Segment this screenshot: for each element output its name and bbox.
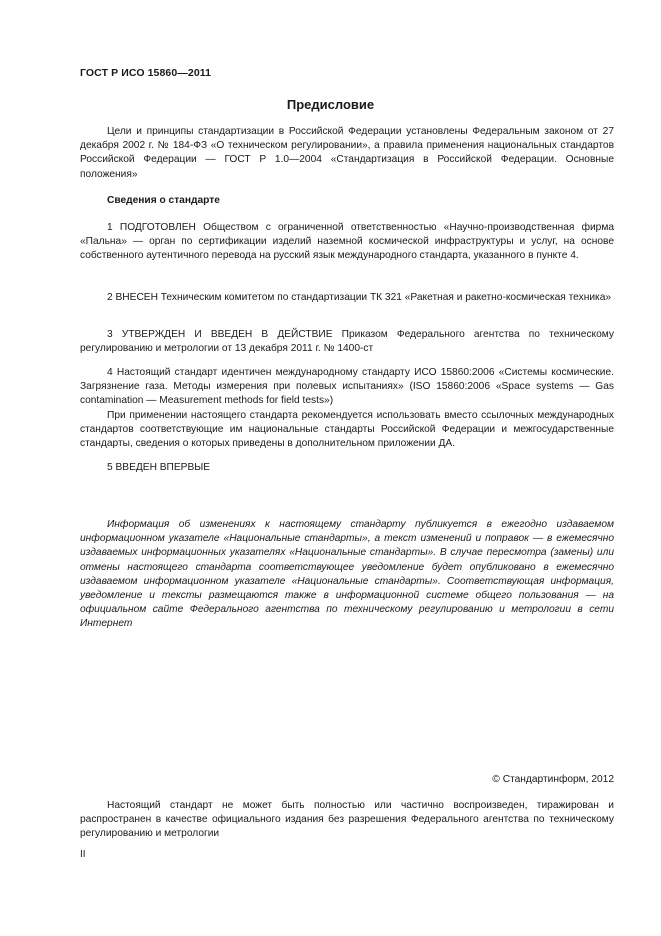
page-number: II xyxy=(80,849,86,860)
amendment-notice: Информация об изменениях к настоящему стандарту публикуется в ежегодно издаваемом информационном указателе «Национальные стандарты», а текст изменений и поправок — в ежемесячно издаваемых информационных указателях «Национальные стандарты». В случае пересмотра (замены) или отмены настоящего стандарта соответствующее уведомление будет опубликовано в ежемесячно издаваемом информационном указателе «Национальные стандарты». Соответствующая информация, уведомление и тексты размещаются также в информационной системе общего пользования — на официальном сайте Федерального агентства по техническому регулированию и метрологии в сети Интернет xyxy=(80,519,614,630)
document-code-header: ГОСТ Р ИСО 15860—2011 xyxy=(80,67,212,79)
item-2-paragraph: 2 ВНЕСЕН Техническим комитетом по стандартизации ТК 321 «Ракетная и ракетно-космическая техника» xyxy=(107,292,612,303)
copyright-line: © Стандартинформ, 2012 xyxy=(492,774,614,785)
item-4-paragraph: 4 Настоящий стандарт идентичен международному стандарту ИСО 15860:2006 «Системы космические. Загрязнение газа. Методы измерения при полевых испытаниях» (ISO 15860:2006 «Space systems — Gas contamination — Measurement methods for field tests») xyxy=(80,367,614,407)
reproduction-restriction: Настоящий стандарт не может быть полностью или частично воспроизведен, тиражирован и распространен в качестве официального издания без разрешения Федерального агентства по техническому регулированию и метрологии xyxy=(80,800,614,840)
intro-paragraph: Цели и принципы стандартизации в Российской Федерации установлены Федеральным законом от 27 декабря 2002 г. № 184-ФЗ «О техническом регулировании», а правила применения национальных стандартов Российской Федерации — ГОСТ Р 1.0—2004 «Стандартизация в Российской Федерации. Основные положения» xyxy=(80,126,614,180)
item-4-note-paragraph: При применении настоящего стандарта рекомендуется использовать вместо ссылочных международных стандартов соответствующие им национальные стандарты Российской Федерации и межгосударственные стандарты, сведения о которых приведены в дополнительном приложении ДА. xyxy=(80,410,614,450)
page-title: Предисловие xyxy=(286,97,375,112)
info-heading: Сведения о стандарте xyxy=(107,195,220,206)
item-3-paragraph: 3 УТВЕРЖДЕН И ВВЕДЕН В ДЕЙСТВИЕ Приказом Федерального агентства по техническому регулированию и метрологии от 13 декабря 2011 г. № 1400-ст xyxy=(80,329,614,355)
item-1-paragraph: 1 ПОДГОТОВЛЕН Обществом с ограниченной ответственностью «Научно-производственная фирма «Пальна» — орган по сертификации изделий наземной космической инфраструктуры и услуг, на основе собственного аутентичного перевода на русский язык международного стандарта, указанного в пункте 4. xyxy=(80,222,614,262)
item-5-paragraph: 5 ВВЕДЕН ВПЕРВЫЕ xyxy=(107,462,211,473)
